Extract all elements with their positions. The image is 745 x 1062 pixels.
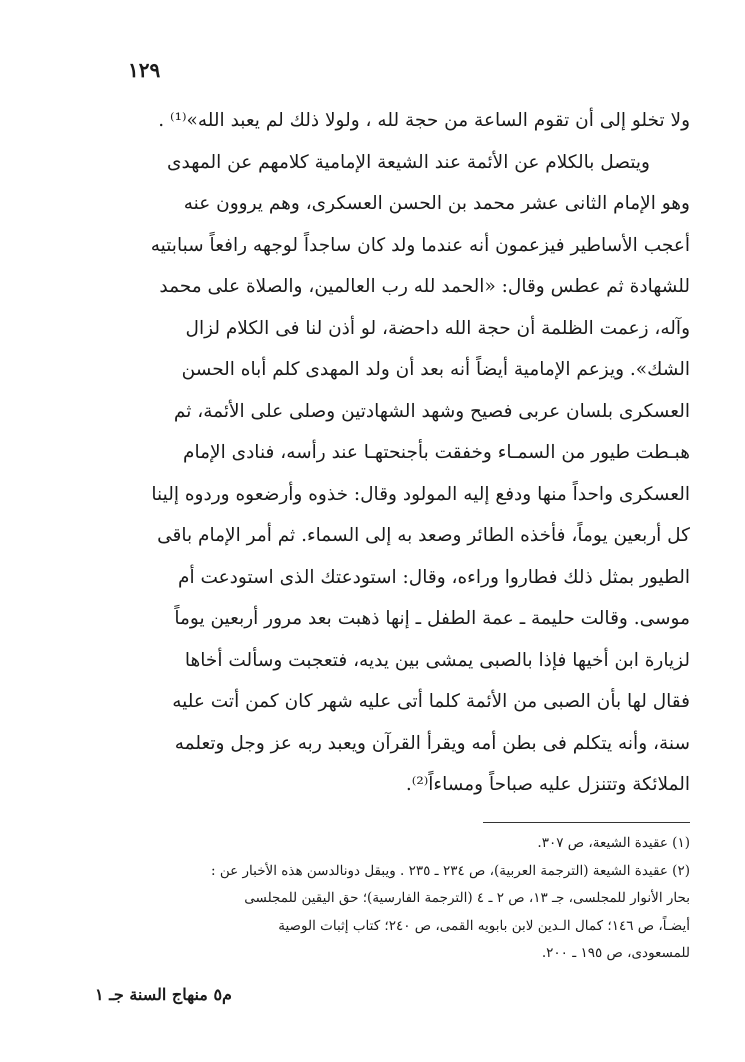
text-line: العسكرى واحداً منها ودفع إليه المولود وقال: خذوه وأرضعوه وردوه إلينا [151, 483, 690, 505]
text-line: ولا تخلو إلى أن تقوم الساعة من حجة لله ، ولولا ذلك لم يعبد الله»⁽¹⁾ . [158, 110, 690, 131]
text-line: فقال لها بأن الصبى من الأئمة كلما أتى عليه شهر كان كمن أتت عليه [172, 691, 690, 712]
page-signature: م٥ منهاج السنة جـ ١ [95, 985, 232, 1004]
text-line: هبـطت طيور من السمـاء وخفقت بأجنحتهـا عند رأسه، فنادى الإمام [183, 442, 690, 463]
text-line: العسكرى بلسان عربى فصيح وشهد الشهادتين وصلى على الأئمة، ثم [173, 400, 690, 422]
text-line: لزيارة ابن أخيها فإذا بالصبى يمشى بين يديه، فتعجبت وسألت أخاها [184, 649, 690, 671]
text-line: ويتصل بالكلام عن الأئمة عند الشيعة الإمامية كلامهم عن المهدى [167, 151, 650, 173]
footnote-line: للمسعودى، ص ١٩٥ ـ ٢٠٠. [541, 945, 690, 961]
text-line: الشك». ويزعم الإمامية أيضاً أنه بعد أن ولد المهدى كلم أباه الحسن [181, 359, 690, 380]
text-line: وهو الإمام الثانى عشر محمد بن الحسن العسكرى، وهم يروون عنه [183, 193, 690, 214]
text-line: سنة، وأنه يتكلم فى بطن أمه ويقرأ القرآن ويعبد ربه عز وجل وتعلمه [174, 732, 690, 754]
footnote-line: (١) عقيدة الشيعة، ص ٣٠٧. [537, 835, 690, 851]
main-text [70, 100, 690, 806]
text-line: الملائكة وتتنزل عليه صباحاً ومساءاً⁽²⁾. [405, 774, 690, 795]
text-line: للشهادة ثم عطس وقال: «الحمد لله رب العالمين، والصلاة على محمد [159, 276, 690, 297]
text-line: الطيور بمثل ذلك فطاروا وراءه، وقال: استودعتك الذى استودعت أم [178, 566, 690, 588]
footnote-divider [483, 822, 690, 823]
text-line: وآله، زعمت الظلمة أن حجة الله داحضة، لو أذن لنا فى الكلام لزال [185, 317, 690, 339]
footnote-line: بحار الأنوار للمجلسى، جـ ١٣، ص ٢ ـ ٤ (الترجمة الفارسية)؛ حق اليقين للمجلسى [244, 890, 690, 906]
footnote-line: أيضـاً، ص ١٤٦؛ كمال الـدين لابن بابويه القمى، ص ٢٤٠؛ كتاب إثبات الوصية [278, 917, 690, 934]
page-number: ١٢٩ [128, 58, 161, 82]
text-line: موسى. وقالت حليمة ـ عمة الطفل ـ إنها ذهبت بعد مرور أربعين يوماً [174, 608, 690, 629]
footnotes [100, 830, 690, 968]
text-line: أعجب الأساطير فيزعمون أنه عندما ولد كان ساجداً لوجهه رافعاً سبابتيه [150, 234, 690, 256]
text-line: كل أربعين يوماً، فأخذه الطائر وصعد به إلى السماء. ثم أمر الإمام باقى [157, 525, 690, 546]
footnote-line: (٢) عقيدة الشيعة (الترجمة العربية)، ص ٢٣٤ ـ ٢٣٥ . ويبقل دونالدسن هذه الأخبار عن : [211, 862, 690, 879]
